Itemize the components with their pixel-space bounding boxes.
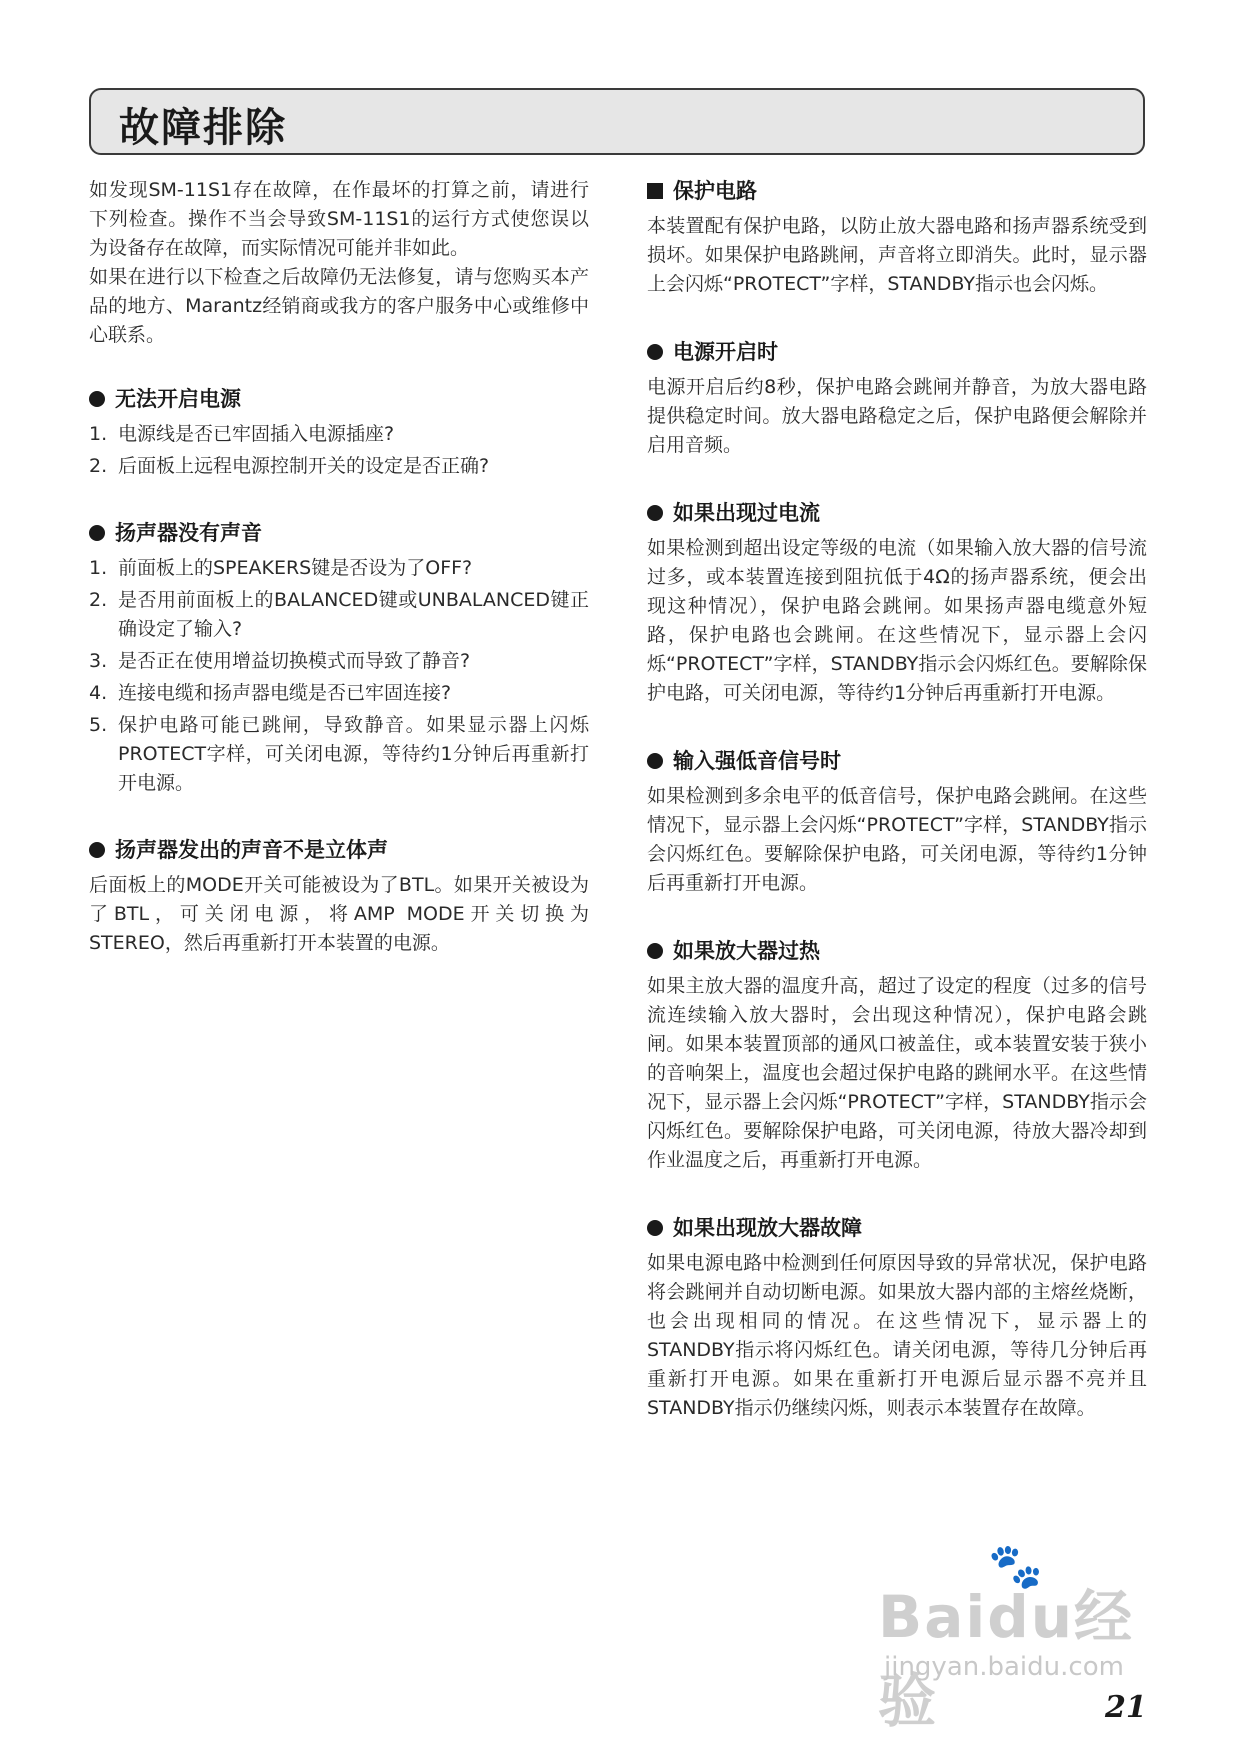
section-heading-bass bbox=[647, 746, 1147, 776]
list-item: 2. 后面板上远程电源控制开关的设定是否正确? bbox=[89, 455, 490, 477]
list-item: 1. 电源线是否已牢固插入电源插座? bbox=[89, 423, 395, 445]
section-heading-no-sound bbox=[89, 518, 589, 548]
bullet-icon bbox=[647, 1220, 663, 1236]
protection-body: 本装置配有保护电路，以防止放大器电路和扬声器系统受到损坏。如果保护电路跳闸，声音将立即消失。此时，显示器上会闪烁“PROTECT”字样，STANDBY指示也会闪烁。 bbox=[647, 215, 1147, 295]
square-marker-icon bbox=[647, 183, 663, 199]
section-title: 如果放大器过热 bbox=[673, 939, 820, 963]
section-body: 后面板上的MODE开关可能被设为了BTL。如果开关被设为了BTL，可关闭电源，将AMP MODE开关切换为STEREO，然后再重新打开本装置的电源。 bbox=[89, 874, 589, 954]
no-sound-checklist bbox=[89, 554, 589, 798]
list-item: 2. 是否用前面板上的BALANCED键或UNBALANCED键正确设定了输入? bbox=[89, 589, 589, 640]
section-title: 扬声器没有声音 bbox=[115, 521, 262, 545]
section-title: 如果出现过电流 bbox=[673, 501, 820, 525]
intro-paragraph-1: 如发现SM-11S1存在故障，在作最坏的打算之前，请进行下列检查。操作不当会导致SM-11S1的运行方式使您误以为设备存在故障，而实际情况可能并非如此。 bbox=[89, 179, 589, 259]
section-body: 如果检测到超出设定等级的电流（如果输入放大器的信号流过多，或本装置连接到阻抗低于4Ω的扬声器系统，便会出现这种情况），保护电路会跳闸。如果扬声器电缆意外短路，保护电路也会跳闸。在这些情况下，显示器上会闪烁“PROTECT”字样，STANDBY指示会闪烁红色。要解除保护电路，可关闭电源，等待约1分钟后再重新打开电源。 bbox=[647, 537, 1147, 704]
section-heading-stereo bbox=[89, 835, 589, 865]
right-column bbox=[647, 176, 1147, 1423]
power-checklist bbox=[89, 420, 589, 481]
list-item: 5. 保护电路可能已跳闸，导致静音。如果显示器上闪烁PROTECT字样，可关闭电源，等待约1分钟后再重新打开电源。 bbox=[89, 714, 589, 794]
page-title-bar bbox=[89, 88, 1145, 155]
bullet-icon bbox=[89, 842, 105, 858]
bullet-icon bbox=[89, 525, 105, 541]
section-body: 如果主放大器的温度升高，超过了设定的程度（过多的信号流连续输入放大器时，会出现这种情况），保护电路会跳闸。如果本装置顶部的通风口被盖住，或本装置安装于狭小的音响架上，温度也会超过保护电路的跳闸水平。在这些情况下，显示器上会闪烁“PROTECT”字样，STANDBY指示会闪烁红色。要解除保护电路，可关闭电源，待放大器冷却到作业温度之后，再重新打开电源。 bbox=[647, 975, 1147, 1171]
section-body: 如果电源电路中检测到任何原因导致的异常状况，保护电路将会跳闸并自动切断电源。如果放大器内部的主熔丝烧断，也会出现相同的情况。在这些情况下，显示器上的STANDBY指示将闪烁红色。请关闭电源，等待几分钟后再重新打开电源。如果在重新打开电源后显示器不亮并且STANDBY指示仍继续闪烁，则表示本装置存在故障。 bbox=[647, 1252, 1147, 1419]
section-body: 电源开启后约8秒，保护电路会跳闸并静音，为放大器电路提供稳定时间。放大器电路稳定之后，保护电路便会解除并启用音频。 bbox=[647, 376, 1147, 456]
list-item: 3. 是否正在使用增益切换模式而导致了静音? bbox=[89, 650, 471, 672]
section-heading-power bbox=[89, 384, 589, 414]
section-heading-overheat bbox=[647, 936, 1147, 966]
list-item: 1. 前面板上的SPEAKERS键是否设为了OFF? bbox=[89, 557, 473, 579]
section-heading-amp-failure bbox=[647, 1213, 1147, 1243]
section-title: 如果出现放大器故障 bbox=[673, 1216, 862, 1240]
watermark-url: jingyan.baidu.com bbox=[884, 1652, 1124, 1682]
section-title: 无法开启电源 bbox=[115, 387, 241, 411]
section-heading-power-on bbox=[647, 337, 1147, 367]
section-title: 电源开启时 bbox=[673, 340, 778, 364]
paw-icon: 🐾 bbox=[988, 1541, 1043, 1592]
intro-paragraph-2: 如果在进行以下检查之后故障仍无法修复，请与您购买本产品的地方、Marantz经销商或我方的客户服务中心或维修中心联系。 bbox=[89, 266, 589, 346]
main-heading-title: 保护电路 bbox=[673, 179, 757, 203]
section-heading-overcurrent bbox=[647, 498, 1147, 528]
section-title: 扬声器发出的声音不是立体声 bbox=[115, 838, 388, 862]
main-heading-protection bbox=[647, 176, 1147, 206]
list-item: 4. 连接电缆和扬声器电缆是否已牢固连接? bbox=[89, 682, 452, 704]
bullet-icon bbox=[647, 344, 663, 360]
section-body: 如果检测到多余电平的低音信号，保护电路会跳闸。在这些情况下，显示器上会闪烁“PROTECT”字样，STANDBY指示会闪烁红色。要解除保护电路，可关闭电源，等待约1分钟后再重新打开电源。 bbox=[647, 785, 1147, 894]
page-title: 故障排除 bbox=[119, 105, 287, 151]
watermark-logo: Baidu经验 bbox=[878, 1583, 1135, 1735]
bullet-icon bbox=[647, 505, 663, 521]
bullet-icon bbox=[647, 943, 663, 959]
section-title: 输入强低音信号时 bbox=[673, 749, 841, 773]
bullet-icon bbox=[647, 753, 663, 769]
bullet-icon bbox=[89, 391, 105, 407]
left-column bbox=[89, 176, 589, 958]
page-number: 21 bbox=[1105, 1690, 1147, 1725]
